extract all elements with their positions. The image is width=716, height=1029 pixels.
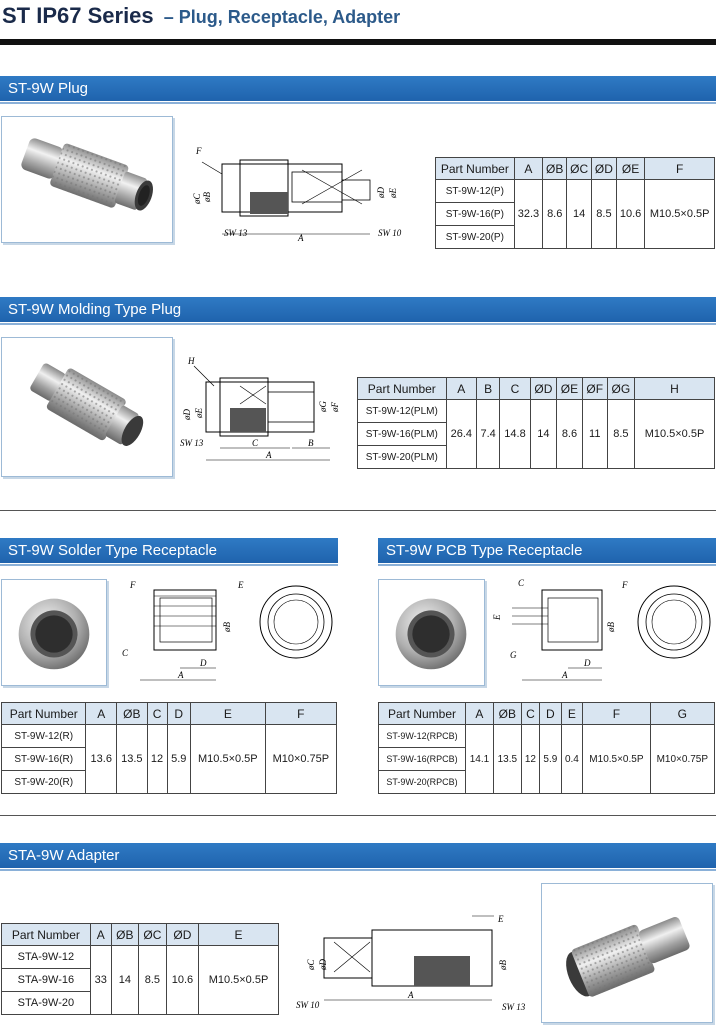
adapter-label-sw10: SW 10 [296,1000,320,1010]
molding-label-f: øF [330,402,340,412]
section-header-adapter [0,843,716,868]
section-title: ST-9W Molding Type Plug [8,301,182,318]
table-row [2,946,279,969]
col-d: D [167,703,190,725]
value-cell: 7.4 [476,400,499,469]
value-cell: 8.5 [607,400,634,469]
col-c: C [147,703,167,725]
pcb-receptacle-drawing [492,576,714,684]
part-number-cell: ST-9W-16(RPCB) [379,748,466,771]
value-cell: 8.6 [557,400,583,469]
part-number-cell: ST-9W-12(RPCB) [379,725,466,748]
adapter-label-sw13: SW 13 [502,1002,526,1012]
solder-spec-table [1,702,337,794]
col-c: ØC [567,158,592,180]
page-subtitle: – Plug, Receptacle, Adapter [163,7,401,27]
table-header-row [436,158,715,180]
plug-label-sw13: SW 13 [224,228,248,238]
col-e: ØE [557,378,583,400]
adapter-label-d: øD [318,959,328,970]
value-cell: 12 [147,725,167,794]
molding-plug-photo [1,337,173,477]
value-cell: 26.4 [446,400,476,469]
section-header-molding [0,297,716,322]
section-title: ST-9W PCB Type Receptacle [386,542,583,559]
pcb-label-b: øB [606,622,616,632]
solder-label-e: E [238,580,244,590]
value-cell: 14 [530,400,556,469]
table-row [436,180,715,203]
col-c: C [500,378,530,400]
adapter-spec-table [1,923,279,1015]
col-d: ØD [592,158,617,180]
molding-label-d: øD [182,409,192,420]
solder-label-b: øB [222,622,232,632]
table-row [358,400,715,423]
table-header-row [2,924,279,946]
value-cell: 8.5 [592,180,617,249]
col-b: ØB [543,158,567,180]
adapter-label-a: A [408,990,414,1000]
solder-label-f: F [130,580,136,590]
part-number-cell: ST-9W-20(R) [2,771,86,794]
value-cell: M10.5×0.5P [645,180,715,249]
col-d: ØD [530,378,556,400]
col-d: ØD [166,924,198,946]
col-a: A [466,703,494,725]
molding-label-h: H [188,356,195,366]
value-cell: 13.5 [117,725,148,794]
value-cell: M10.5×0.5P [635,400,715,469]
value-cell: 33 [90,946,111,1015]
value-cell: 13.6 [86,725,117,794]
molding-spec-table [357,377,715,469]
value-cell: M10×0.75P [650,725,714,794]
part-number-cell: ST-9W-20(P) [436,226,515,249]
part-number-cell: STA-9W-16 [2,969,91,992]
solder-receptacle-photo [1,579,107,686]
page-title-text: ST IP67 Series [2,3,154,28]
title-rule [0,39,716,45]
col-e: ØE [616,158,644,180]
adapter-label-b: øB [498,960,508,970]
table-header-row [358,378,715,400]
col-g: ØG [607,378,634,400]
col-b: ØB [117,703,148,725]
col-b: ØB [111,924,138,946]
col-c: C [521,703,539,725]
part-number-cell: ST-9W-12(R) [2,725,86,748]
col-b: B [476,378,499,400]
col-part-number: Part Number [2,703,86,725]
page-title [2,3,400,29]
section-title: ST-9W Solder Type Receptacle [8,542,217,559]
value-cell: 5.9 [540,725,562,794]
plug-label-d: øD [376,187,386,198]
plug-label-e: øE [388,188,398,198]
col-a: A [86,703,117,725]
col-part-number: Part Number [379,703,466,725]
plug-label-sw10: SW 10 [378,228,402,238]
part-number-cell: ST-9W-16(P) [436,203,515,226]
pcb-label-c: C [518,578,525,588]
col-f: F [265,703,336,725]
molding-label-g: øG [318,401,328,412]
value-cell: M10.5×0.5P [583,725,650,794]
value-cell: 14.1 [466,725,494,794]
plug-drawing [192,142,424,244]
section-title: ST-9W Plug [8,80,89,97]
adapter-photo [541,883,713,1023]
pcb-label-a: A [562,670,568,680]
value-cell: 13.5 [493,725,521,794]
section-divider [0,510,716,511]
table-row [379,725,715,748]
solder-label-c: C [122,648,129,658]
plug-label-c: øC [192,193,202,204]
table-row [2,725,337,748]
pcb-label-d: D [584,658,591,668]
solder-label-a: A [178,670,184,680]
value-cell: M10.5×0.5P [190,725,265,794]
molding-label-sw13: SW 13 [180,438,204,448]
value-cell: 8.5 [138,946,166,1015]
value-cell: 0.4 [561,725,583,794]
adapter-label-c: øC [306,959,316,970]
col-d: D [540,703,562,725]
section-header-plug [0,76,716,101]
molding-label-e: øE [194,408,204,418]
section-header-pcb [378,538,716,563]
molding-label-c: C [252,438,259,448]
section-divider [0,815,716,816]
part-number-cell: ST-9W-16(R) [2,748,86,771]
part-number-cell: STA-9W-20 [2,992,91,1015]
value-cell: 8.6 [543,180,567,249]
col-a: A [90,924,111,946]
plug-photo [1,116,173,243]
section-title: STA-9W Adapter [8,847,120,864]
value-cell: 32.3 [514,180,542,249]
solder-receptacle-drawing [120,576,336,684]
col-f: F [583,703,650,725]
value-cell: 10.6 [616,180,644,249]
col-c: ØC [138,924,166,946]
plug-label-b: øB [202,192,212,202]
col-part-number: Part Number [358,378,447,400]
value-cell: 14.8 [500,400,530,469]
value-cell: M10×0.75P [265,725,336,794]
part-number-cell: STA-9W-12 [2,946,91,969]
solder-label-d: D [200,658,207,668]
pcb-spec-table [378,702,715,794]
molding-label-a: A [266,450,272,460]
col-f: F [645,158,715,180]
col-a: A [514,158,542,180]
value-cell: 10.6 [166,946,198,1015]
part-number-cell: ST-9W-20(PLM) [358,446,447,469]
col-part-number: Part Number [2,924,91,946]
value-cell: 14 [111,946,138,1015]
col-h: H [635,378,715,400]
value-cell: 11 [582,400,607,469]
value-cell: M10.5×0.5P [199,946,279,1015]
part-number-cell: ST-9W-12(PLM) [358,400,447,423]
col-e: E [561,703,583,725]
value-cell: 14 [567,180,592,249]
value-cell: 5.9 [167,725,190,794]
col-a: A [446,378,476,400]
plug-spec-table [435,157,715,249]
col-f: ØF [582,378,607,400]
part-number-cell: ST-9W-12(P) [436,180,515,203]
value-cell: 12 [521,725,539,794]
col-b: ØB [493,703,521,725]
plug-label-f: F [196,146,202,156]
plug-label-a: A [298,233,304,243]
pcb-receptacle-photo [378,579,485,686]
col-e: E [190,703,265,725]
col-g: G [650,703,714,725]
col-part-number: Part Number [436,158,515,180]
pcb-label-g: G [510,650,517,660]
adapter-drawing [294,912,530,1016]
molding-label-b: B [308,438,314,448]
pcb-label-f: F [622,580,628,590]
section-header-solder [0,538,338,563]
part-number-cell: ST-9W-20(RPCB) [379,771,466,794]
table-header-row [379,703,715,725]
molding-plug-drawing [180,352,356,467]
part-number-cell: ST-9W-16(PLM) [358,423,447,446]
adapter-label-e: E [498,914,504,924]
col-e: E [199,924,279,946]
table-header-row [2,703,337,725]
pcb-label-e: E [492,614,502,620]
